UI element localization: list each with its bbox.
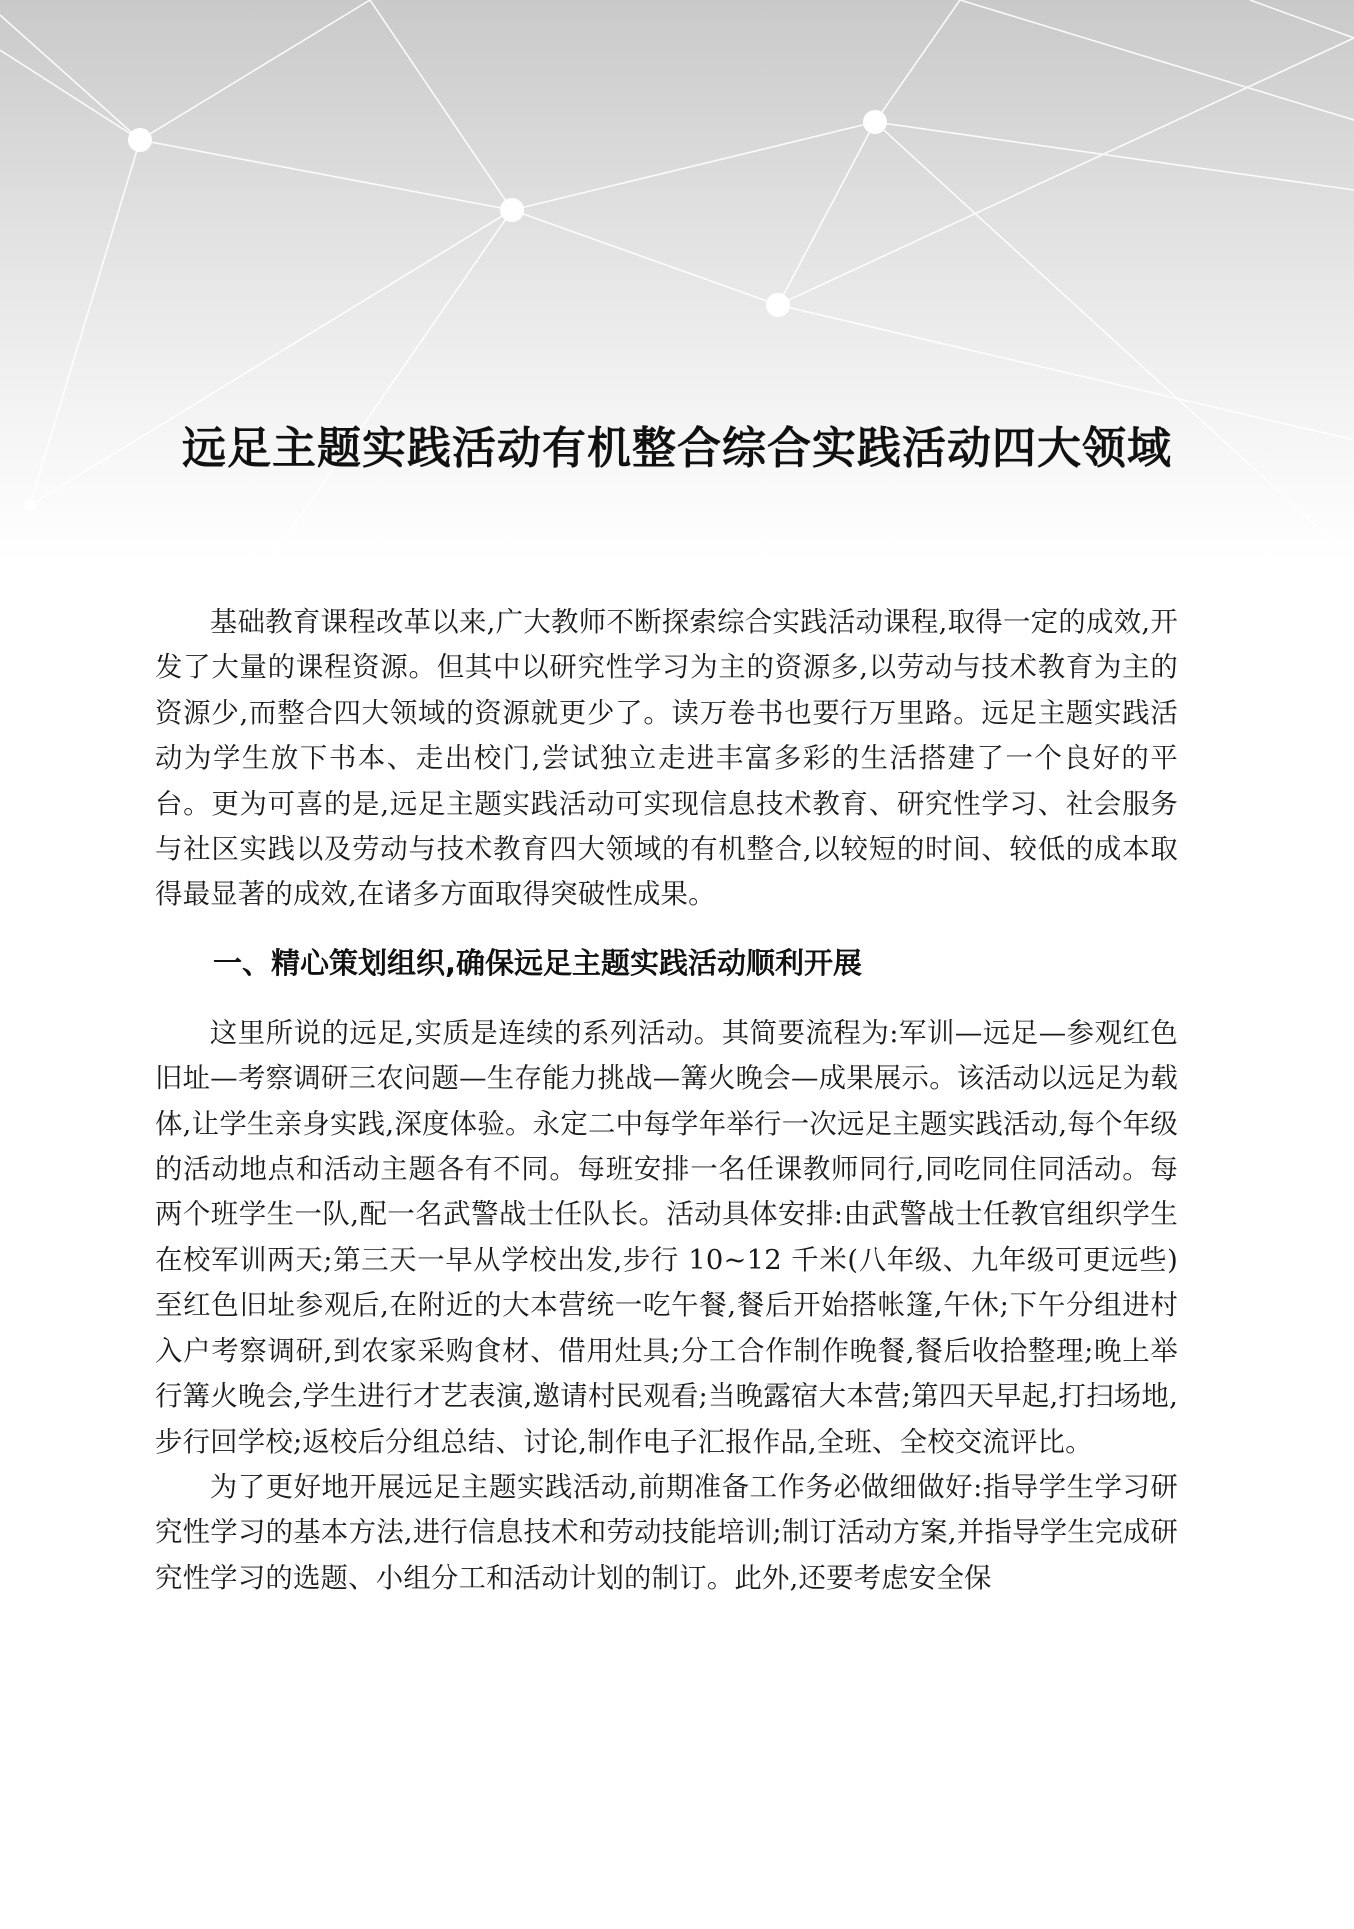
node-dot [863, 110, 887, 134]
article-body [155, 600, 1178, 1601]
node-dot [500, 198, 524, 222]
node-dot [24, 499, 36, 511]
body-paragraph: 为了更好地开展远足主题实践活动,前期准备工作务必做细做好:指导学生学习研究性学习的基本方法,进行信息技术和劳动技能培训;制订活动方案,并指导学生完成研究性学习的选题、小组分工和活动计划的制订。此外,还要考虑安全保 [155, 1471, 1178, 1594]
page-title: 远足主题实践活动有机整合综合实践活动四大领域 [182, 423, 1172, 474]
section-heading: 一、精心策划组织,确保远足主题实践活动顺利开展 [213, 945, 863, 980]
network-pattern-graphic [0, 0, 1354, 560]
node-dot [766, 293, 790, 317]
intro-paragraph: 基础教育课程改革以来,广大教师不断探索综合实践活动课程,取得一定的成效,开发了大量的课程资源。但其中以研究性学习为主的资源多,以劳动与技术教育为主的资源少,而整合四大领域的资源就更少了。读万卷书也要行万里路。远足主题实践活动为学生放下书本、走出校门,尝试独立走进丰富多彩的生活搭建了一个良好的平台。更为可喜的是,远足主题实践活动可实现信息技术教育、研究性学习、社会服务与社区实践以及劳动与技术教育四大领域的有机整合,以较短的时间、较低的成本取得最显著的成效,在诸多方面取得突破性成果。 [155, 607, 1178, 911]
header-decoration [0, 0, 1354, 560]
node-dot [128, 128, 152, 152]
body-paragraph: 这里所说的远足,实质是连续的系列活动。其简要流程为:军训—远足—参观红色旧址—考察调研三农问题—生存能力挑战—篝火晚会—成果展示。该活动以远足为载体,让学生亲身实践,深度体验。永定二中每学年举行一次远足主题实践活动,每个年级的活动地点和活动主题各有不同。每班安排一名任课教师同行,同吃同住同活动。每两个班学生一队,配一名武警战士任队长。活动具体安排:由武警战士任教官组织学生在校军训两天;第三天一早从学校出发,步行 10~12 千米(八年级、九年级可更远些)至红色旧址参观后,在附近的大本营统一吃午餐,餐后开始搭帐篷,午休;下午分组进村入户考察调研,到农家采购食材、借用灶具;分工合作制作晚餐,餐后收拾整理;晚上举行篝火晚会,学生进行才艺表演,邀请村民观看;当晚露宿大本营;第四天早起,打扫场地,步行回学校;返校后分组总结、讨论,制作电子汇报作品,全班、全校交流评比。 [155, 1017, 1178, 1458]
